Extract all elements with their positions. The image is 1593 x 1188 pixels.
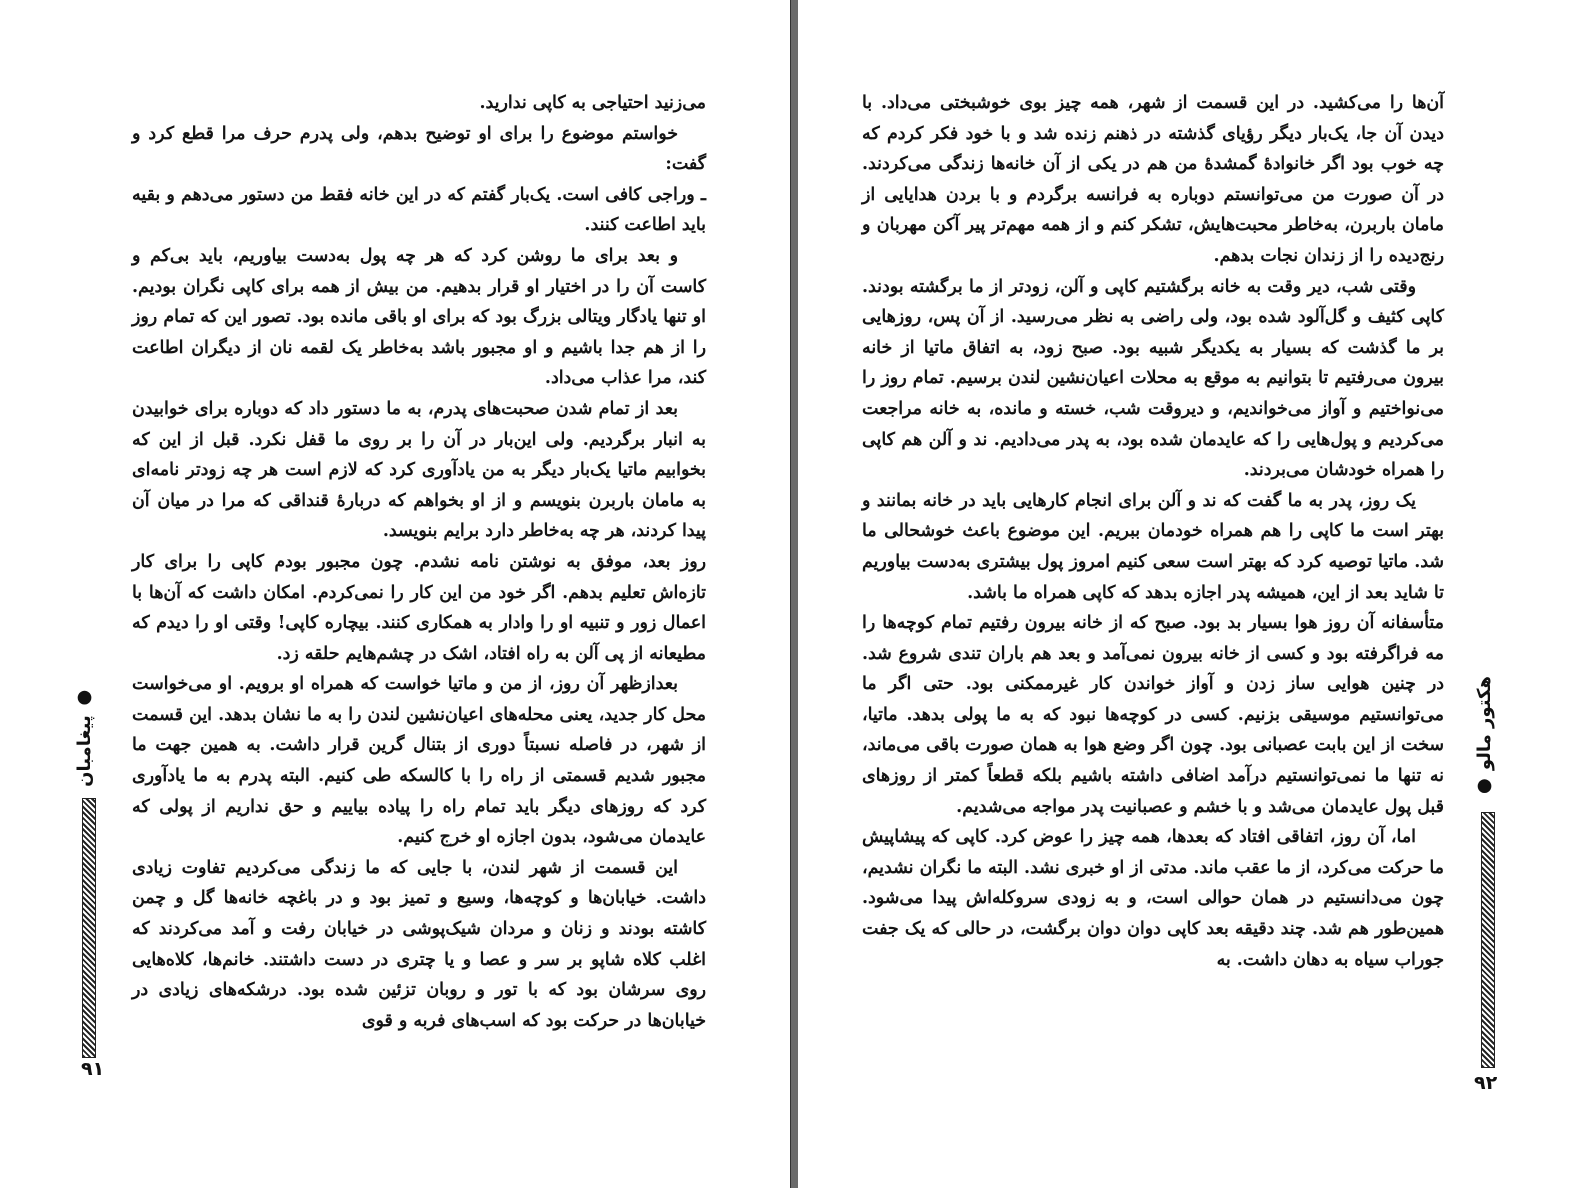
paragraph: اما، آن روز، اتفاقی افتاد که بعدها، همه چیز را عوض کرد. کاپی که پیشاپیش ما حرکت می‌کرد، از ما عقب ماند. مدتی از او خبری نشد. البته ما نگران نشدیم، چون می‌دانستیم در همان حوالی است، و به زودی سروکله‌اش پیدا می‌شود. همین‌طور هم شد. چند دقیقه بعد کاپی دوان دوان برگشت، در حالی که یک جفت جوراب سیاه به دهان داشت. به — [862, 827, 1444, 970]
paragraph: یک روز، پدر به ما گفت که ند و آلن برای انجام کارهایی باید در خانه بمانند و بهتر است ما کاپی را هم همراه خودمان ببریم. این موضوع باعث خوشحالی ما شد. ماتیا توصیه کرد که بهتر است سعی کنیم امروز پول بیشتری به‌دست بیاوریم تا شاید بعد از این، همیشه پدر اجازه بدهد که کاپی همراه ما باشد. — [862, 490, 1444, 603]
paragraph: می‌زنید احتیاجی به کاپی ندارید. — [479, 93, 706, 113]
left-page-number: ۹۱ — [81, 1058, 105, 1080]
paragraph: روز بعد، موفق به نوشتن نامه نشدم. چون مجبور بودم کاپی را برای کار تازه‌اش تعلیم بدهم. اگر خود من این کار را نمی‌کردم. امکان داشت که آن‌ها با اعمال زور و تنبیه او را وادار به همکاری کنند. بیچاره کاپی! وقتی او را دیدم که مطیعانه از پی آلن به راه افتاد، اشک در چشم‌هایم حلقه زد. — [132, 551, 706, 664]
paragraph: بعدازظهر آن روز، از من و ماتیا خواست که همراه او برویم. او می‌خواست محل کار جدید، یعنی محله‌های اعیان‌نشین لندن را به ما نشان بدهد. این قسمت از شهر، در فاصله نسبتاً دوری از بتنال گرین قرار داشت. به همین جهت ما مجبور شدیم قسمتی از راه را با کالسکه طی کنیم. البته پدرم به ما یادآوری کرد که روزهای دیگر باید تمام راه را پیاده بیاییم و حق نداریم از پولی که عایدمان می‌شود، بدون اجازه او خرج کنیم. — [132, 674, 706, 848]
paragraph: آن‌ها را می‌کشید. در این قسمت از شهر، همه چیز بوی خوشبختی می‌داد. با دیدن آن جا، یک‌بار دیگر رؤیای گذشته در ذهنم زنده شد و با خود فکر کردم که چه خوب بود اگر خانوادهٔ گمشدهٔ من هم در یکی از آن خانه‌ها زندگی می‌کردند. در آن صورت من می‌توانستم دوباره به فرانسه برگردم و با بردن هدایایی از مامان باربرن، به‌خاطر محبت‌هایش، تشکر کنم و از همه مهم‌تر پیر آکن مهربان و رنج‌دیده را از زندان نجات بدهم. — [862, 93, 1444, 266]
paragraph: ـ وراجی کافی است. یک‌بار گفتم که در این خانه فقط من دستور می‌دهم و بقیه باید اطاعت کنند. — [132, 184, 706, 236]
left-decorative-rule — [82, 798, 96, 1058]
paragraph: و بعد برای ما روشن کرد که هر چه پول به‌دست بیاوریم، باید بی‌کم و کاست آن را در اختیار او قرار بدهیم. من بیش از همه برای کاپی نگران بودیم. او تنها یادگار ویتالی بزرگ بود که برای او باقی مانده بود. تصور این که تمام روز را از هم جدا باشیم و او مجبور باشد به‌خاطر یک لقمه نان از دیگران اطاعت کند، مرا عذاب می‌داد. — [132, 245, 706, 389]
left-page-text — [132, 88, 706, 1036]
right-page-number: ۹۲ — [1474, 1072, 1498, 1094]
paragraph: متأسفانه آن روز هوا بسیار بد بود. صبح که از خانه بیرون رفتیم تمام کوچه‌ها را مه فراگرفته بود و کسی از خانه بیرون نمی‌آمد و بعد هم باران تندی شروع شد. در چنین هوایی ساز زدن و آواز خواندن کار غیرممکنی بود. حتی اگر ما می‌توانستیم موسیقی بزنیم. کسی در کوچه‌ها نبود که به ما پولی بدهد. ماتیا، سخت از این بابت عصبانی بود. چون اگر وضع هوا به همان صورت باقی می‌ماند، نه تنها ما نمی‌توانستیم درآمد اضافی داشته باشیم بلکه قطعاً کمتر از روزهای قبل پول عایدمان می‌شد و با خشم و عصبانیت پدر مواجه می‌شدیم. — [862, 613, 1444, 817]
paragraph: این قسمت از شهر لندن، با جایی که ما زندگی می‌کردیم تفاوت زیادی داشت. خیابان‌ها و کوچه‌ها، وسیع و تمیز بود و در باغچه خانه‌ها گل و چمن کاشته بودند و زنان و مردان شیک‌پوشی در خیابان رفت و آمد می‌کردند که اغلب کلاه شاپو بر سر و عصا و یا چتری در دست داشتند. خانم‌ها، کلاه‌هایی روی سرشان بود که با تور و روبان تزئین شده بود. درشکه‌های زیادی در خیابان‌ها در حرکت بود که اسب‌های فربه و قوی — [132, 857, 707, 1031]
paragraph: وقتی شب، دیر وقت به خانه برگشتیم کاپی و آلن، زودتر از ما برگشته بودند. کاپی کثیف و گل‌آلود شده بود، ولی راضی به نظر می‌رسید. از آن پس، روزهایی بر ما گذشت که بسیار به یکدیگر شبیه بود. صبح زود، به اتفاق ماتیا از خانه بیرون می‌رفتیم تا بتوانیم به موقع به محلات اعیان‌نشین لندن برسیم. تمام روز را می‌نواختیم و آواز می‌خواندیم، و دیروقت شب، خسته و مانده، به خانه مراجعت می‌کردیم و پول‌هایی را که عایدمان شده بود، به پدر می‌دادیم. ند و آلن هم کاپی را همراه خودشان می‌بردند. — [862, 276, 1444, 481]
paragraph: خواستم موضوع را برای او توضیح بدهم، ولی پدرم حرف مرا قطع کرد و گفت: — [132, 123, 706, 175]
right-decorative-rule — [1481, 812, 1495, 1068]
left-running-head: پیغامبان ● — [74, 688, 95, 787]
right-running-head: ● هکتور مالو — [1474, 676, 1495, 798]
paragraph: بعد از تمام شدن صحبت‌های پدرم، به ما دستور داد که دوباره برای خوابیدن به انبار برگردیم. ولی این‌بار در آن را بر روی ما قفل نکرد. قبل از این که بخوابیم ماتیا یک‌بار دیگر به من یادآوری کرد که لازم است هر چه زودتر نامه‌ای به مامان باربرن بنویسم و از او بخواهم که دربارهٔ قنداقی که مرا در میان آن پیدا کردند، هر چه به‌خاطر دارد برایم بنویسد. — [132, 398, 706, 542]
right-page-text — [862, 88, 1444, 975]
